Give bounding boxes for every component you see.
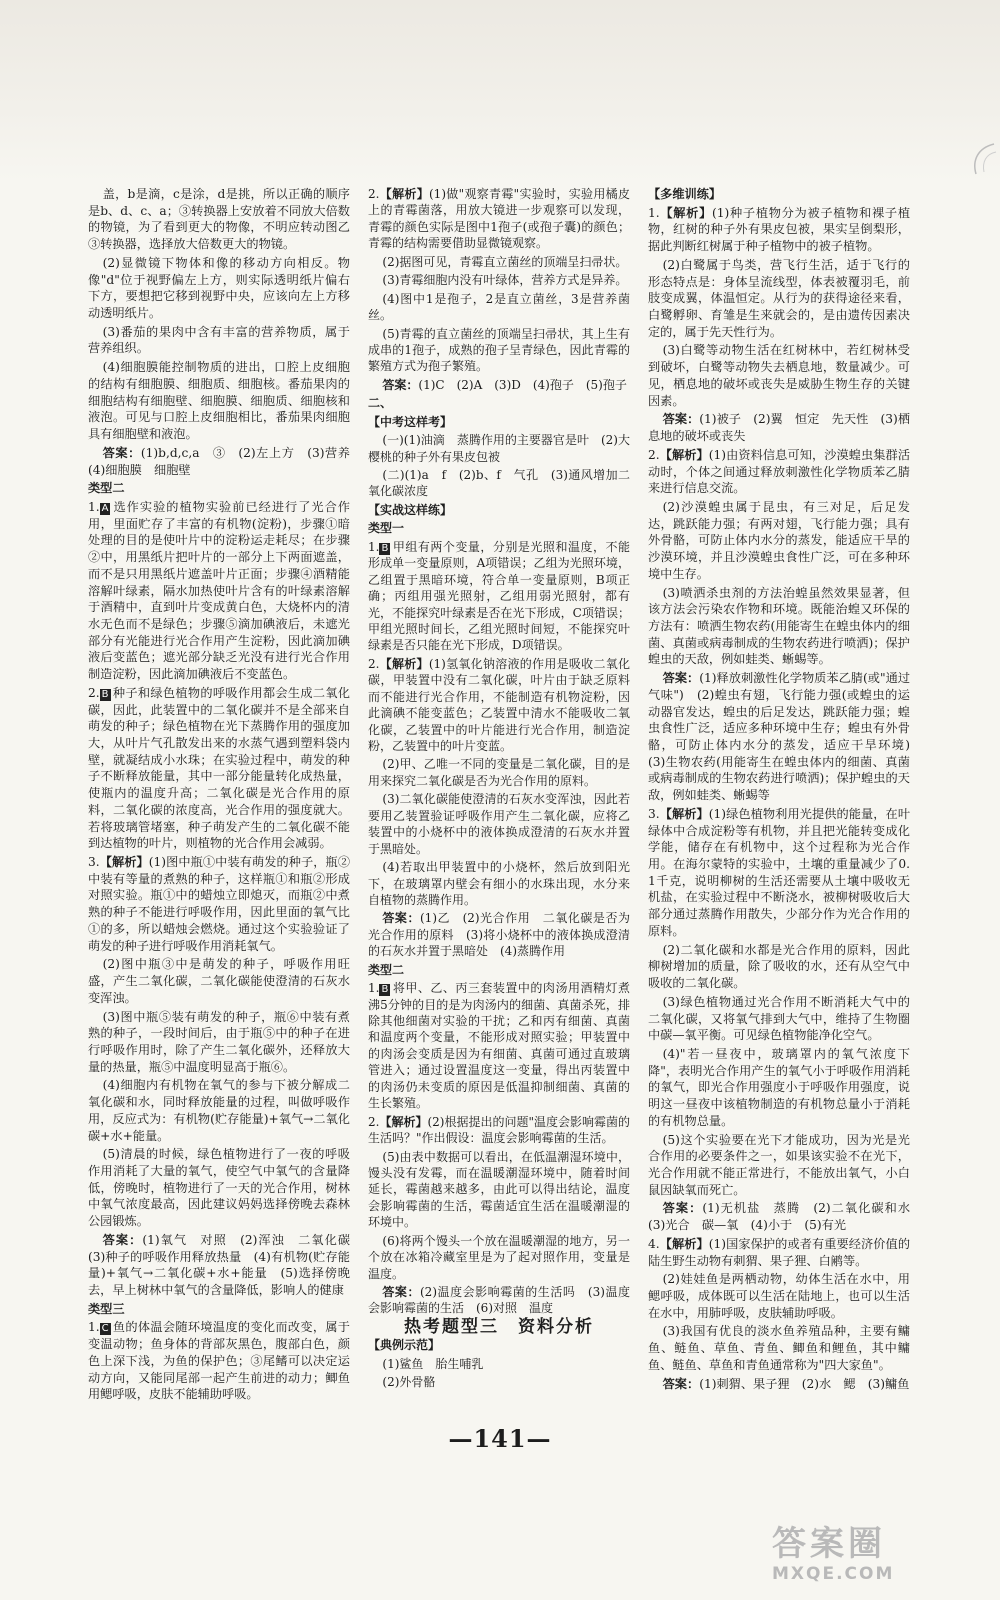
analysis-tag: 【解析】 bbox=[379, 187, 429, 201]
question-item bbox=[88, 854, 350, 954]
analysis-tag: 【解析】 bbox=[99, 855, 149, 870]
question-number: 2. bbox=[88, 685, 100, 700]
answer-label: 答案： bbox=[662, 412, 700, 427]
paragraph: (5)由表中数据可以看出，在低温潮湿环境中，馒头没有发霉，而在温暖潮湿环境中，随着时间延长，霉菌越来越多，由此可以得出结论，温度会影响霉菌的生活，霉菌适宜生活在温暖潮湿的环境中。 bbox=[368, 1149, 630, 1230]
question-item bbox=[368, 1114, 630, 1147]
paragraph: (二)(1)a f (2)b、f 气孔 (3)通风增加二氧化碳浓度 bbox=[368, 468, 630, 499]
analysis-tag: 【解析】 bbox=[659, 1236, 709, 1251]
answer-choice-badge: B bbox=[381, 984, 389, 996]
answer-line bbox=[368, 1284, 630, 1317]
question-text: (2)根据提出的问题"温度会影响霉菌的生活吗？"作出假设：温度会影响霉菌的生活。 bbox=[368, 1114, 630, 1146]
section-heading: 类型一 bbox=[368, 521, 405, 536]
section-heading: 类型三 bbox=[88, 1301, 125, 1316]
question-number: 2. bbox=[648, 447, 660, 462]
site-watermark bbox=[772, 1524, 982, 1586]
question-number: 1. bbox=[368, 981, 380, 996]
paragraph: (4)细胞膜能控制物质的进出，口腔上皮细胞的结构有细胞膜、细胞质、细胞核。番茄果肉的细胞结构有细胞壁、细胞膜、细胞质、细胞核和液泡。可见与口腔上皮细胞相比，番茄果肉细胞具有细胞壁和液泡。 bbox=[88, 360, 350, 442]
question-number: 1. bbox=[88, 499, 100, 514]
question-text: 种子和绿色植物的呼吸作用都会生成二氧化碳，因此，此装置中的二氧化碳并不是全部来自萌发的种子；绿色植物在光下蒸腾作用的强度加大，从叶片气孔散发出来的水蒸气遇到塑料袋内壁，就凝结成小水珠；在实验过程中，萌发的种子不断释放能量，其中一部分能量转化成热量，使瓶内的温度升高；二氧化碳是光合作用的原料，二氧化碳的浓度高，光合作用的强度就大。若将玻璃管堵塞，种子萌发产生的二氧化碳不能到达植物的叶片，则植物的光合作用会减弱。 bbox=[88, 685, 350, 851]
answer-text: (1)氧气 对照 (2)浑浊 二氧化碳 (3)种子的呼吸作用释放热量 (4)有机物(贮存能量)+氧气→二氧化碳+水+能量 (5)选择傍晚去，早上树林中氧气的含量降低，影响人的健康 bbox=[88, 1232, 363, 1297]
paragraph: (3)喷洒杀虫剂的方法治蝗虽然效果显著，但该方法会污染农作物和环境。既能治蝗又环保的方法有：喷洒生物农药(用能寄生在蝗虫体内的细菌、真菌或病毒制成的生物农药进行喷洒)；保护蝗虫的天敌，例如蛙类、蜥蜴等。 bbox=[648, 585, 910, 667]
answer-column-right bbox=[648, 186, 923, 1394]
question-text: (1)由资料信息可知，沙漠蝗虫集群活动时，个体之间通过释放刺激性化学物质苯乙腈来进行信息交流。 bbox=[648, 447, 911, 496]
paragraph: (2)二氧化碳和水都是光合作用的原料，因此柳树增加的质量，除了吸收的水，还有从空气中吸收的二氧化碳。 bbox=[648, 942, 910, 991]
answer-text: (1)释放刺激性化学物质苯乙腈(或"通过气味") (2)蝗虫有翅，飞行能力强(或蝗虫的运动器官发达，蝗虫的后足发达，跳跃能力强；蝗虫食性广泛，适应多种环境中生存；蝗虫有外骨骼，可防止体内水分的蒸发，适应干旱环境) (3)生物农药(用能寄生在蝗虫体内的细菌、真菌或病毒制成的生物农药进行喷洒)；保护蝗虫的天敌，例如蛙类、蜥蜴等 bbox=[648, 671, 923, 803]
paragraph: (3)番茄的果肉中含有丰富的营养物质，属于营养组织。 bbox=[88, 324, 350, 356]
question-item bbox=[648, 1236, 910, 1269]
answer-column-middle bbox=[368, 186, 630, 1393]
answer-label: 答案： bbox=[102, 1232, 143, 1247]
page-number: —141— bbox=[448, 1424, 552, 1453]
paragraph: (2)显微镜下物体和像的移动方向相反。物像"d"位于视野偏左上方，则实际透明纸片偏右下方，要想把它移到视野中央，应该向左上方移动透明纸片。 bbox=[88, 255, 350, 321]
analysis-tag: 【解析】 bbox=[379, 656, 429, 671]
question-item bbox=[648, 806, 910, 940]
paragraph: (4)若取出甲装置中的小烧杯，然后放到阳光下，在玻璃罩内壁会有细小的水珠出现，水分来自植物的蒸腾作用。 bbox=[368, 860, 630, 907]
question-number: 2. bbox=[368, 187, 380, 201]
question-text: 选作实验的植物实验前已经进行了光合作用，里面贮存了丰富的有机物(淀粉)，步骤①暗处理的目的是使叶片中的淀粉运走耗尽；在步骤②中，用黑纸片把叶片的一部分上下两面遮盖，而不是只用黑纸片遮盖叶片正面；步骤④酒精能溶解叶绿素，隔水加热使叶片含有的叶绿素溶解于酒精中，直到叶片变成黄白色，大烧杯内的清水无色而不是绿色；步骤⑤滴加碘液后，未遮光部分有光能进行光合作用产生淀粉，因此滴加碘液后变蓝色；遮光部分缺乏光没有进行光合作用制造淀粉，因此滴加碘液后不变蓝色。 bbox=[88, 499, 350, 682]
answer-label: 答案： bbox=[382, 911, 420, 926]
question-number: 1. bbox=[368, 539, 380, 554]
answer-line bbox=[648, 670, 923, 804]
question-number: 1. bbox=[648, 205, 660, 220]
question-text: (1)种子植物分为被子植物和裸子植物，红树的种子外有果皮包被，果实呈倒梨形，据此判断红树属于种子植物中的被子植物。 bbox=[648, 205, 911, 254]
watermark-title: 答案圈 bbox=[772, 1524, 886, 1564]
analysis-tag: 【解析】 bbox=[659, 447, 709, 462]
answer-line bbox=[648, 411, 910, 444]
question-item bbox=[368, 186, 630, 252]
answer-text: (1)b,d,c,a ③ (2)左上方 (3)营养 (4)细胞膜 细胞壁 bbox=[88, 445, 363, 477]
watermark-url: MXQE.COM bbox=[772, 1564, 895, 1584]
question-text: (1)绿色植物利用光提供的能量，在叶绿体中合成淀粉等有机物，并且把光能转变成化学能，储存在有机物中，这个过程称为光合作用。在海尔蒙特的实验中，土壤的重量减少了0.1千克，说明柳树的生活还需要从土壤中吸收无机盐，在实验过程中不断浇水，被柳树吸收后大部分通过蒸腾作用散失，少部分作为光合作用的原料。 bbox=[648, 806, 911, 938]
answer-line bbox=[368, 377, 630, 393]
question-item bbox=[648, 447, 910, 497]
topic-heading: 热考题型三 资料分析 bbox=[404, 1316, 594, 1337]
analysis-tag: 【解析】 bbox=[379, 1114, 428, 1129]
paragraph: (3)二氧化碳能使澄清的石灰水变浑浊，因此若要用乙装置验证呼吸作用产生二氧化碳，应将乙装置中的小烧杯中的液体换成澄清的石灰水并置于黑暗处。 bbox=[368, 792, 630, 856]
section-heading: 二、 bbox=[368, 396, 393, 411]
answer-text: (1)被子 (2)翼 恒定 先天性 (3)栖息地的破坏或丧失 bbox=[648, 412, 911, 444]
paragraph: (4)"若一昼夜中，玻璃罩内的氧气浓度下降"，表明光合作用产生的氧气小于呼吸作用消耗的氧气，即光合作用强度小于呼吸作用强度，说明这一昼夜中该植物制造的有机物总量小于消耗的有机物总量。 bbox=[648, 1046, 910, 1128]
answer-column-left bbox=[88, 186, 363, 1405]
paragraph: (2)甲、乙唯一不同的变量是二氧化碳，目的是用来探究二氧化碳是否为光合作用的原料。 bbox=[368, 757, 630, 788]
paragraph: (4)细胞内有机物在氧气的参与下被分解成二氧化碳和水，同时释放能量的过程，叫做呼吸作用，反应式为：有机物(贮存能量)+氧气→二氧化碳+水+能量。 bbox=[88, 1078, 350, 1143]
paragraph: (4)图中1是孢子，2是直立菌丝，3是营养菌丝。 bbox=[368, 291, 630, 323]
analysis-tag: 【解析】 bbox=[659, 806, 709, 821]
question-item bbox=[648, 205, 910, 255]
answer-text: (1)刺猬、果子狸 (2)水 鳃 (3)鳙鱼 bbox=[699, 1376, 910, 1391]
question-text: (1)国家保护的或者有重要经济价值的陆生野生动物有刺猬、果子狸、白鹇等。 bbox=[648, 1236, 911, 1268]
paragraph: (5)青霉的直立菌丝的顶端呈扫帚状，其上生有成串的1孢子，成熟的孢子呈青绿色，因此青霉的繁殖方式为孢子繁殖。 bbox=[368, 326, 630, 374]
answer-choice-badge: B bbox=[381, 542, 389, 554]
answer-label: 答案： bbox=[382, 377, 419, 392]
paragraph: (2)外骨骼 bbox=[382, 1375, 436, 1390]
paragraph: (一)(1)油滴 蒸腾作用的主要器官是叶 (2)大樱桃的种子外有果皮包被 bbox=[368, 433, 630, 464]
question-text: (1)氢氧化钠溶液的作用是吸收二氧化碳，甲装置中没有二氧化碳，叶片由于缺乏原料而不能进行光合作用，不能制造有机物淀粉，因此滴碘不能变蓝色；乙装置中清水不能吸收二氧化碳，乙装置中的叶片能进行光合作用，制造淀粉，乙装置中的叶片变蓝。 bbox=[368, 656, 630, 753]
paragraph: (2)图中瓶③中是萌发的种子，呼吸作用旺盛，产生二氧化碳，二氧化碳能使澄清的石灰水变浑浊。 bbox=[88, 957, 350, 1005]
question-item bbox=[368, 539, 630, 654]
answer-label: 答案： bbox=[662, 1376, 700, 1391]
question-item bbox=[88, 499, 350, 683]
answer-choice-badge: C bbox=[101, 1323, 109, 1335]
answer-line bbox=[88, 445, 363, 478]
question-item bbox=[88, 685, 350, 852]
paragraph: (5)这个实验要在光下才能成功，因为光是光合作用的必要条件之一，如果该实验不在光下，光合作用就不能正常进行，不能放出氧气，小白鼠因缺氧而死亡。 bbox=[648, 1132, 910, 1197]
paragraph: (2)沙漠蝗虫属于昆虫，有三对足，后足发达，跳跃能力强；有两对翅，飞行能力强；具有外骨骼，可防止体内水分的蒸发，能适应干旱的沙漠环境，并且沙漠蝗虫食性广泛，可在多种环境中生存。 bbox=[648, 499, 910, 581]
question-text: (1)做"观察青霉"实验时，实验用橘皮上的青霉菌落，用放大镜进一步观察可以发现，青霉的颜色实际是图中1孢子(或孢子囊)的颜色；青霉的结构需要借助显微镜观察。 bbox=[368, 187, 630, 251]
question-number: 4. bbox=[648, 1236, 660, 1251]
paragraph: (3)绿色植物通过光合作用不断消耗大气中的二氧化碳，又将氧气排到大气中，维持了生物圈中碳—氧平衡。可见绿色植物能净化空气。 bbox=[648, 994, 910, 1043]
paragraph: (2)白鹭属于鸟类，营飞行生活，适于飞行的形态特点是：身体呈流线型，体表被覆羽毛，前肢变成翼，体温恒定。从行为的获得途径来看，白鹭孵卵、育雏是生来就会的，是由遗传因素决定的，属于先天性行为。 bbox=[648, 257, 910, 339]
section-heading: 类型二 bbox=[88, 481, 125, 496]
answer-label: 答案： bbox=[662, 671, 700, 686]
question-text: 甲组有两个变量，分别是光照和温度，不能形成单一变量原则，A项错误；乙组为光照环境，乙组置于黑暗环境，符合单一变量原则，B项正确；丙组用强光照射，乙组用弱光照射，都有光，不能探究叶绿素是否在光下形成，C项错误；甲组光照时间长，乙组光照时间短，不能探究叶绿素是否只能在光下形成，D项错误。 bbox=[368, 539, 630, 653]
paragraph: (3)白鹭等动物生活在红树林中，若红树林受到破坏，白鹭等动物失去栖息地，数量减少。可见，栖息地的破坏或丧失是威胁生物生存的关键因素。 bbox=[648, 343, 910, 408]
paragraph: (5)清晨的时候，绿色植物进行了一夜的呼吸作用消耗了大量的氧气，使空气中氧气的含量降低，傍晚时，植物进行了一天的光合作用，树林中氧气浓度最高，因此建议妈妈选择傍晚去森林公园锻炼。 bbox=[88, 1147, 350, 1229]
answer-choice-badge: B bbox=[101, 688, 109, 700]
paragraph: (3)我国有优良的淡水鱼养殖品种，主要有鳙鱼、鲢鱼、草鱼、青鱼、鲫鱼和鲤鱼，其中鳙鱼、鲢鱼、草鱼和青鱼通常称为"四大家鱼"。 bbox=[648, 1324, 910, 1372]
corner-stamp-icon bbox=[968, 142, 998, 176]
question-number: 3. bbox=[648, 806, 660, 821]
question-item bbox=[368, 980, 630, 1112]
answer-label: 答案： bbox=[662, 1201, 703, 1216]
answer-label: 答案： bbox=[382, 1285, 420, 1299]
section-heading: 【中考这样考】 bbox=[368, 414, 453, 429]
answer-text: (1)乙 (2)光合作用 二氧化碳是否为光合作用的原料 (3)将小烧杯中的液体换成澄清的石灰水并置于黑暗处 (4)蒸腾作用 bbox=[368, 911, 630, 959]
answer-line bbox=[88, 1232, 363, 1299]
section-heading: 【多维训练】 bbox=[648, 187, 722, 201]
paragraph: (2)娃娃鱼是两栖动物，幼体生活在水中，用鳃呼吸，成体既可以生活在陆地上，也可以生活在水中，用肺呼吸，皮肤辅助呼吸。 bbox=[648, 1272, 910, 1320]
question-number: 1. bbox=[88, 1320, 100, 1335]
section-heading: 【实战这样练】 bbox=[368, 502, 453, 517]
paragraph: (3)图中瓶⑤装有萌发的种子，瓶⑥中装有煮熟的种子，一段时间后，由于瓶⑤中的种子在进行呼吸作用时，除了产生二氧化碳外，还释放大量的热量，瓶⑤中温度明显高于瓶⑥。 bbox=[88, 1009, 350, 1074]
answer-text: (2)温度会影响霉菌的生活吗 (3)温度会影响霉菌的生活 (6)对照 温度 bbox=[368, 1285, 630, 1316]
question-number: 2. bbox=[368, 656, 380, 671]
paragraph: (3)青霉细胞内没有叶绿体，营养方式是异养。 bbox=[382, 273, 628, 288]
answer-line bbox=[648, 1376, 910, 1393]
answer-text: (1)无机盐 蒸腾 (2)二氧化碳和水 (3)光合 碳—氧 (4)小于 (5)有光 bbox=[648, 1201, 923, 1233]
scan-shadow bbox=[0, 0, 1000, 182]
answer-line bbox=[648, 1200, 923, 1233]
section-heading: 类型二 bbox=[368, 962, 405, 977]
question-text: 将甲、乙、丙三套装置中的肉汤用酒精灯煮沸5分钟的目的是为肉汤内的细菌、真菌杀死，排除其他细菌对实验的干扰；乙和丙有细菌、真菌和温度两个变量，不能形成对照实验；甲装置中的肉汤会变质是因为有细菌、真菌可通过直玻璃管进入；通过设置温度这一变量，得出丙装置中的肉汤仍未变质的原因是低温抑制细菌、真菌的生长繁殖。 bbox=[368, 981, 630, 1111]
question-item bbox=[368, 656, 630, 755]
analysis-tag: 【解析】 bbox=[659, 205, 713, 220]
answer-choice-badge: A bbox=[101, 502, 109, 514]
section-heading: 【典例示范】 bbox=[368, 1338, 441, 1353]
paragraph: (2)据图可见，青霉直立菌丝的顶端呈扫帚状。 bbox=[382, 254, 628, 269]
answer-text: (1)C (2)A (3)D (4)孢子 (5)孢子 bbox=[418, 377, 627, 392]
paragraph: 盖，b是滴，c是涂，d是挑，所以正确的顺序是b、d、c、a；③转换器上安放着不同放大倍数的物镜，为了看到更大的物像，不明应转动图乙③转换器，选择放大倍数更大的物镜。 bbox=[88, 187, 350, 252]
question-text: (1)图中瓶①中装有萌发的种子，瓶②中装有等量的煮熟的种子，这样瓶①和瓶②形成对照实验。瓶①中的蜡烛立即熄灭，而瓶②中煮熟的种子不能进行呼吸作用，因此里面的氧气比①的多，所以蜡烛会燃烧。通过这个实验验证了萌发的种子进行呼吸作用消耗氧气。 bbox=[88, 855, 351, 953]
question-item bbox=[88, 1319, 350, 1403]
paragraph: (6)将两个馒头一个放在温暖潮湿的地方，另一个放在冰箱冷藏室里是为了起对照作用，变量是温度。 bbox=[368, 1233, 630, 1281]
paragraph: (1)鲨鱼 胎生哺乳 bbox=[382, 1356, 484, 1371]
question-text: 鱼的体温会随环境温度的变化而改变，属于变温动物；鱼身体的背部灰黑色，腹部白色，颜色上深下浅，为鱼的保护色；③尾鳍可以决定运动方向，又能同尾部一起产生前进的动力；鲫鱼用鳃呼吸，皮肤不能辅助呼吸。 bbox=[88, 1320, 350, 1402]
answer-line bbox=[368, 910, 630, 959]
question-number: 2. bbox=[368, 1114, 380, 1129]
question-number: 3. bbox=[88, 855, 100, 870]
answer-label: 答案： bbox=[102, 445, 141, 460]
